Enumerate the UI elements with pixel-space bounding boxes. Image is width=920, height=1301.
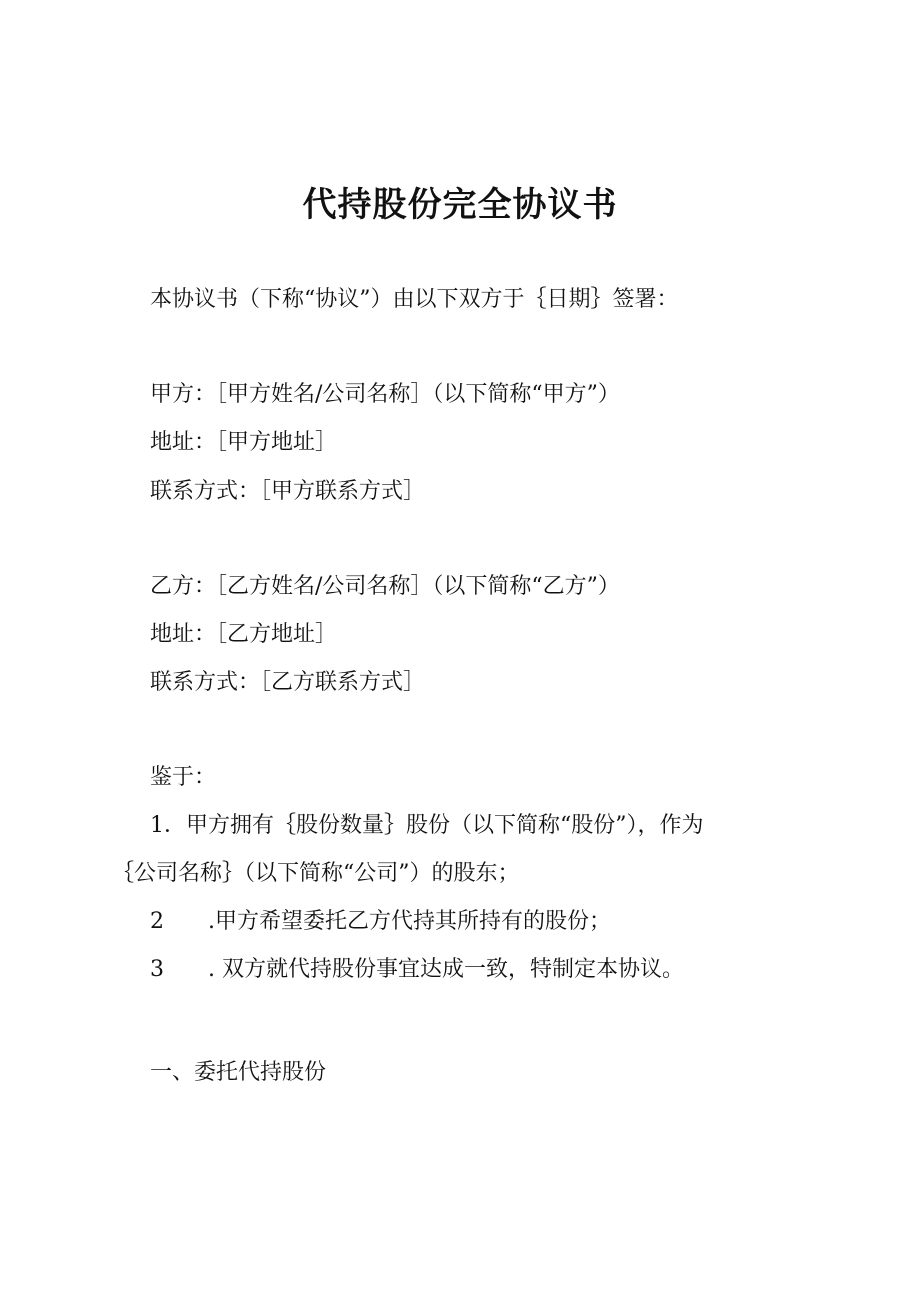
- party-a-name: 甲方：［甲方姓名/公司名称］（以下简称“甲方”）: [150, 382, 620, 407]
- whereas-item-3-number: 3: [150, 957, 164, 982]
- party-b-address: 地址：［乙方地址］: [150, 622, 338, 647]
- document-title: 代持股份完全协议书: [302, 185, 618, 225]
- intro-paragraph: 本协议书（下称“协议”）由以下双方于｛日期｝签署：: [150, 287, 679, 312]
- whereas-item-2-text: .甲方希望委托乙方代持其所持有的股份；: [208, 909, 611, 934]
- whereas-heading: 鉴于：: [150, 765, 217, 790]
- section-1-heading: 一、委托代持股份: [150, 1060, 327, 1085]
- whereas-item-3-text: . 双方就代持股份事宜达成一致，特制定本协议。: [208, 957, 684, 982]
- party-a-address: 地址：［甲方地址］: [150, 430, 338, 455]
- party-b-name: 乙方：［乙方姓名/公司名称］（以下简称“乙方”）: [150, 574, 620, 599]
- whereas-item-1-line2: ｛公司名称｝（以下简称“公司”）的股东；: [112, 861, 520, 886]
- whereas-item-1-line1: 1．甲方拥有｛股份数量｝股份（以下简称“股份”），作为: [150, 813, 704, 838]
- party-b-contact: 联系方式：［乙方联系方式］: [150, 670, 426, 695]
- party-a-contact: 联系方式：［甲方联系方式］: [150, 479, 426, 504]
- whereas-item-2-number: 2: [150, 909, 164, 934]
